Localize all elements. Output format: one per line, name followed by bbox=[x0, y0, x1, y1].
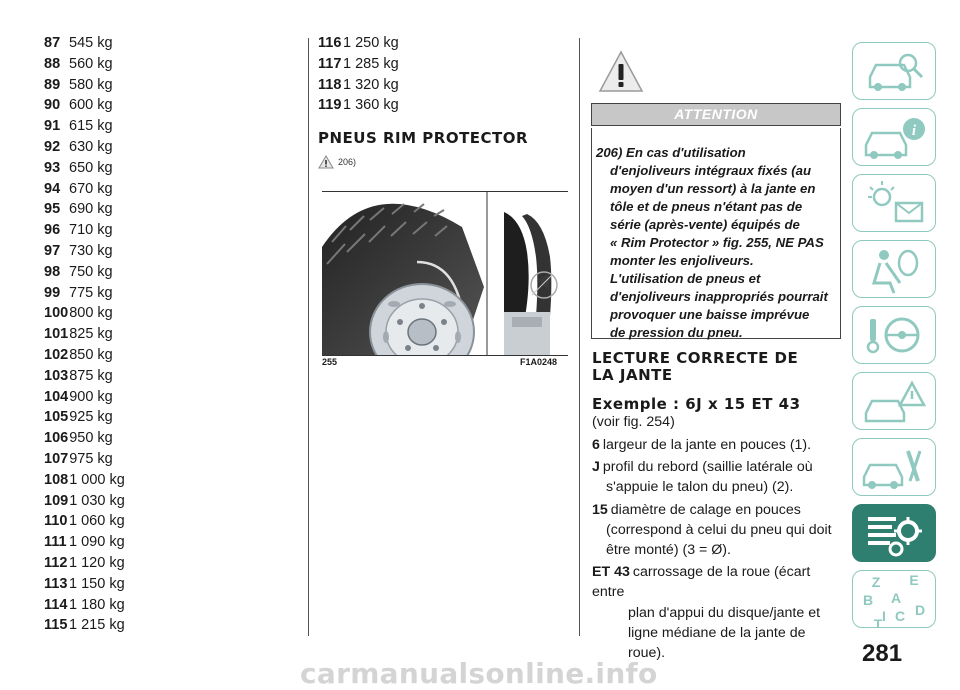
load-index-value: 580 kg bbox=[69, 76, 113, 93]
load-index-value: 800 kg bbox=[69, 305, 113, 322]
load-index-value: 600 kg bbox=[69, 97, 113, 114]
attention-line: d'enjoliveurs intégraux fixés (au bbox=[610, 163, 812, 178]
load-index-row bbox=[44, 553, 294, 574]
rim-definition bbox=[592, 457, 842, 497]
warning-lights-icon bbox=[853, 175, 935, 231]
rim-definition-line: s'appuie le talon du pneu) (2). bbox=[606, 479, 794, 496]
rim-definition bbox=[592, 562, 842, 663]
attention-line: L'utilisation de pneus et bbox=[610, 271, 761, 286]
rim-definition-line: roue). bbox=[628, 645, 666, 662]
attention-warning-icon-wrap bbox=[598, 50, 644, 99]
load-index-number: 117 bbox=[318, 55, 342, 72]
rim-definitions bbox=[592, 435, 842, 665]
load-index-value: 1 360 kg bbox=[343, 97, 399, 114]
rim-definition-line bbox=[592, 562, 842, 602]
rim-definition bbox=[592, 435, 842, 455]
rim-definition-key: 6 bbox=[592, 437, 600, 453]
load-index-value: 650 kg bbox=[69, 159, 113, 176]
attention-header: ATTENTION bbox=[591, 103, 841, 126]
attention-line: provoquer une baisse imprévue bbox=[610, 307, 810, 322]
rim-definition-key: 15 bbox=[592, 501, 608, 518]
index-letter: E bbox=[909, 572, 919, 588]
load-index-row bbox=[44, 179, 294, 200]
sidebar-tab-seat-airbag[interactable] bbox=[852, 240, 936, 298]
load-index-value: 1 000 kg bbox=[69, 471, 125, 488]
warning-triangle-icon bbox=[318, 155, 334, 169]
section-title-rim-protector: PNEUS RIM PROTECTOR bbox=[318, 129, 529, 147]
load-index-row bbox=[44, 428, 294, 449]
section-title-lecture bbox=[592, 350, 842, 384]
load-index-row bbox=[44, 262, 294, 283]
rim-definition-line: plan d'appui du disque/jante et bbox=[628, 604, 821, 621]
attention-line: 206) En cas d'utilisation bbox=[596, 145, 746, 160]
load-index-number: 91 bbox=[44, 118, 61, 135]
load-index-value: 1 250 kg bbox=[343, 35, 399, 51]
load-index-row bbox=[318, 33, 568, 54]
load-index-row bbox=[318, 95, 568, 116]
alphabet-index-icon bbox=[853, 571, 935, 627]
load-index-number: 103 bbox=[44, 367, 69, 384]
figure-255 bbox=[322, 191, 568, 356]
sidebar-tab-car-search[interactable] bbox=[852, 42, 936, 100]
note-ref-text: 206) bbox=[338, 157, 357, 167]
page-number: 281 bbox=[862, 640, 903, 667]
load-index-list bbox=[44, 33, 294, 636]
load-index-number: 101 bbox=[44, 326, 69, 343]
load-index-row bbox=[44, 95, 294, 116]
load-index-value: 545 kg bbox=[69, 35, 113, 51]
attention-line: série (après-vente) équipés de bbox=[610, 217, 800, 232]
sidebar-tab-road-warning[interactable] bbox=[852, 372, 936, 430]
load-index-number: 99 bbox=[44, 284, 61, 301]
rim-definition-line: (correspond à celui du pneu qui doit bbox=[606, 521, 832, 538]
load-index-row bbox=[44, 199, 294, 220]
attention-line: tôle et de pneus n'étant pas de bbox=[610, 199, 803, 214]
load-index-row bbox=[44, 366, 294, 387]
index-letter: I bbox=[882, 608, 886, 624]
load-index-number: 105 bbox=[44, 409, 69, 426]
load-index-number: 107 bbox=[44, 450, 69, 467]
load-index-row bbox=[44, 75, 294, 96]
load-index-value: 825 kg bbox=[69, 326, 113, 343]
load-index-row bbox=[44, 615, 294, 636]
load-index-row bbox=[44, 158, 294, 179]
load-index-number: 114 bbox=[44, 596, 68, 613]
load-index-row bbox=[44, 137, 294, 158]
lecture-title-line2: LA JANTE bbox=[592, 366, 673, 384]
load-index-row bbox=[44, 33, 294, 54]
load-index-number: 108 bbox=[44, 471, 69, 488]
index-letter: C bbox=[894, 608, 906, 624]
load-index-number: 92 bbox=[44, 138, 61, 155]
load-index-value: 925 kg bbox=[69, 409, 113, 426]
lecture-title-line1: LECTURE CORRECTE DE bbox=[592, 349, 799, 367]
load-index-value: 690 kg bbox=[69, 201, 113, 218]
load-index-value: 730 kg bbox=[69, 242, 113, 259]
load-index-row bbox=[44, 220, 294, 241]
rim-definition-line bbox=[592, 500, 842, 520]
sidebar-tab-warning-lights[interactable] bbox=[852, 174, 936, 232]
load-index-value: 1 215 kg bbox=[69, 617, 125, 634]
load-index-number: 90 bbox=[44, 97, 61, 114]
load-index-value: 875 kg bbox=[69, 367, 113, 384]
load-index-row bbox=[44, 511, 294, 532]
load-index-number: 100 bbox=[44, 305, 69, 322]
load-index-number: 102 bbox=[44, 346, 69, 363]
steering-key-icon bbox=[853, 307, 935, 363]
load-index-number: 87 bbox=[44, 35, 61, 51]
load-index-value: 975 kg bbox=[69, 450, 113, 467]
watermark: carmanualsonline.info bbox=[300, 657, 658, 690]
load-index-number: 113 bbox=[44, 575, 68, 592]
load-index-number: 98 bbox=[44, 263, 61, 280]
load-index-number: 119 bbox=[318, 97, 342, 114]
column-divider-2 bbox=[579, 38, 580, 636]
rim-definition-text: carrossage de la roue (écart entre bbox=[592, 564, 811, 601]
load-index-row bbox=[44, 595, 294, 616]
specs-gear-icon bbox=[853, 505, 935, 561]
load-index-value: 1 120 kg bbox=[69, 554, 125, 571]
attention-line: moyen d'un ressort) à la jante en bbox=[610, 181, 816, 196]
load-index-number: 115 bbox=[44, 617, 68, 634]
load-index-number: 118 bbox=[318, 76, 342, 93]
attention-text bbox=[596, 144, 838, 342]
load-index-list-continued bbox=[318, 33, 568, 116]
load-index-value: 615 kg bbox=[69, 118, 113, 135]
sidebar-tab-alphabet-index[interactable] bbox=[852, 570, 936, 628]
road-warning-icon bbox=[853, 373, 935, 429]
load-index-number: 88 bbox=[44, 55, 61, 72]
load-index-number: 111 bbox=[44, 534, 67, 551]
load-index-value: 900 kg bbox=[69, 388, 113, 405]
attention-line: d'enjoliveurs inappropriés pourrait bbox=[610, 289, 828, 304]
load-index-number: 110 bbox=[44, 513, 68, 530]
rim-definition bbox=[592, 500, 842, 561]
rim-definition-text: diamètre de calage en pouces bbox=[610, 501, 801, 518]
example-ref: (voir fig. 254) bbox=[592, 414, 675, 430]
index-letter: D bbox=[914, 602, 926, 618]
load-index-row bbox=[44, 470, 294, 491]
column-divider bbox=[308, 38, 309, 636]
index-letter: Z bbox=[871, 574, 881, 590]
load-index-number: 112 bbox=[44, 554, 68, 571]
note-reference bbox=[318, 155, 356, 169]
load-index-row bbox=[44, 387, 294, 408]
load-index-value: 560 kg bbox=[69, 55, 113, 72]
load-index-value: 710 kg bbox=[69, 222, 113, 239]
load-index-number: 93 bbox=[44, 159, 61, 176]
load-index-value: 750 kg bbox=[69, 263, 113, 280]
seat-airbag-icon bbox=[853, 241, 935, 297]
load-index-number: 109 bbox=[44, 492, 69, 509]
tire-rim-illustration bbox=[322, 192, 568, 355]
load-index-value: 1 285 kg bbox=[343, 55, 399, 72]
car-info-icon bbox=[853, 109, 935, 165]
load-index-value: 950 kg bbox=[69, 430, 113, 447]
rim-definition-line bbox=[592, 435, 842, 455]
rim-definition-line: être monté) (3 = Ø). bbox=[606, 542, 731, 559]
load-index-row bbox=[44, 54, 294, 75]
load-index-row bbox=[44, 324, 294, 345]
figure-number: 255 bbox=[322, 357, 338, 367]
index-letter: A bbox=[890, 590, 902, 606]
load-index-value: 775 kg bbox=[69, 284, 113, 301]
load-index-number: 97 bbox=[44, 242, 61, 259]
rim-definition-key: J bbox=[592, 459, 600, 476]
load-index-value: 1 180 kg bbox=[69, 596, 125, 613]
load-index-value: 850 kg bbox=[69, 346, 113, 363]
load-index-row bbox=[44, 532, 294, 553]
load-index-number: 96 bbox=[44, 222, 61, 239]
sidebar-tab-car-tools[interactable] bbox=[852, 438, 936, 496]
load-index-number: 106 bbox=[44, 430, 69, 447]
attention-line: de pression du pneu. bbox=[610, 325, 743, 340]
example-title: Exemple : 6J x 15 ET 43 bbox=[592, 395, 801, 413]
load-index-value: 1 030 kg bbox=[69, 492, 125, 509]
rim-definition-line bbox=[592, 457, 842, 477]
load-index-value: 1 320 kg bbox=[343, 76, 399, 93]
svg-text:i: i bbox=[911, 123, 917, 139]
load-index-value: 1 090 kg bbox=[69, 534, 125, 551]
load-index-row bbox=[44, 574, 294, 595]
load-index-row bbox=[44, 345, 294, 366]
index-letter: B bbox=[862, 592, 874, 608]
car-search-icon bbox=[853, 43, 935, 99]
attention-line: monter les enjoliveurs. bbox=[610, 253, 754, 268]
load-index-row bbox=[318, 54, 568, 75]
load-index-number: 95 bbox=[44, 201, 61, 218]
load-index-row bbox=[44, 303, 294, 324]
load-index-number: 94 bbox=[44, 180, 61, 197]
load-index-value: 1 060 kg bbox=[69, 513, 125, 530]
car-tools-icon bbox=[853, 439, 935, 495]
load-index-row bbox=[44, 491, 294, 512]
load-index-value: 1 150 kg bbox=[69, 575, 125, 592]
load-index-row bbox=[44, 407, 294, 428]
load-index-value: 630 kg bbox=[69, 138, 113, 155]
rim-definition-key: ET 43 bbox=[592, 564, 630, 581]
sidebar-tab-steering-key[interactable] bbox=[852, 306, 936, 364]
load-index-row bbox=[318, 75, 568, 96]
load-index-row bbox=[44, 449, 294, 470]
load-index-number: 89 bbox=[44, 76, 61, 93]
rim-definition-text: largeur de la jante en pouces (1). bbox=[602, 437, 812, 453]
sidebar-tab-specs-gear[interactable] bbox=[852, 504, 936, 562]
sidebar-tab-car-info[interactable] bbox=[852, 108, 936, 166]
figure-code: F1A0248 bbox=[520, 357, 558, 367]
load-index-row bbox=[44, 116, 294, 137]
load-index-number: 116 bbox=[318, 35, 342, 51]
attention-line: « Rim Protector » fig. 255, NE PAS bbox=[610, 235, 824, 250]
warning-triangle-icon bbox=[598, 50, 644, 94]
load-index-number: 104 bbox=[44, 388, 69, 405]
load-index-row bbox=[44, 283, 294, 304]
load-index-row bbox=[44, 241, 294, 262]
rim-definition-text: profil du rebord (saillie latérale où bbox=[602, 459, 813, 476]
load-index-value: 670 kg bbox=[69, 180, 113, 197]
index-letter: T bbox=[873, 616, 883, 627]
rim-definition-line: ligne médiane de la jante de bbox=[628, 624, 806, 641]
